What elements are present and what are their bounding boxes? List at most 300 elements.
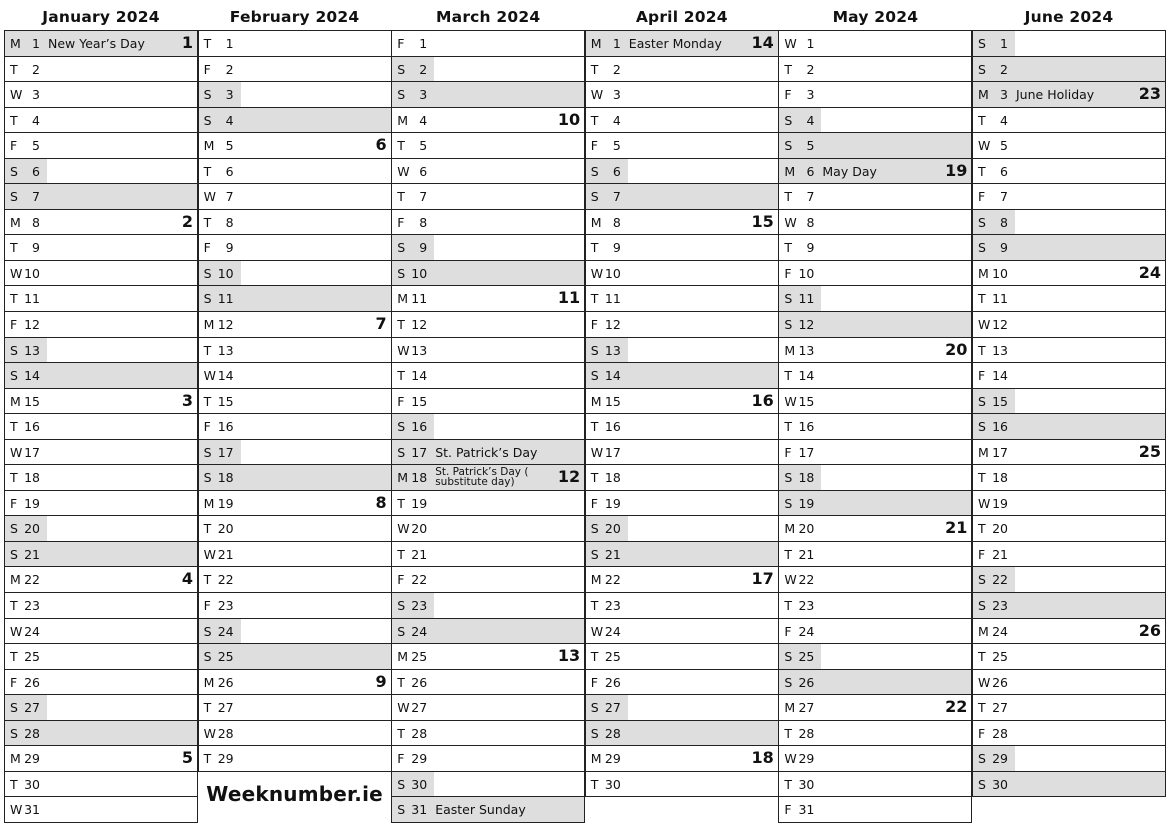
- weekday-letter: F: [978, 546, 986, 562]
- day-number: 10: [798, 265, 815, 281]
- day-number: 3: [806, 87, 815, 103]
- weekday-letter: W: [784, 572, 797, 588]
- weekday-letter: W: [590, 87, 604, 103]
- day-number: 27: [411, 700, 428, 716]
- day-number: 19: [604, 495, 621, 511]
- weekday-letter: S: [590, 189, 599, 205]
- weekday-letter: T: [978, 700, 986, 716]
- day-number: 25: [24, 649, 40, 665]
- week-number: 26: [1138, 620, 1161, 640]
- day-row: [198, 542, 392, 568]
- weekday-letter: M: [397, 112, 408, 128]
- weekday-letter: W: [978, 138, 991, 154]
- week-number: 19: [945, 160, 968, 180]
- day-row: [4, 108, 198, 134]
- weekday-letter: F: [784, 265, 792, 281]
- month-column: [778, 4, 972, 823]
- day-row: [4, 133, 198, 159]
- weekday-letter: F: [397, 572, 405, 588]
- day-row: [972, 159, 1166, 185]
- day-list: [585, 30, 779, 797]
- day-number: 11: [604, 291, 621, 307]
- day-row: [778, 338, 972, 364]
- weekday-letter: S: [978, 419, 986, 435]
- day-row: [778, 491, 972, 517]
- day-number: 17: [992, 444, 1008, 460]
- weekday-letter: M: [590, 393, 602, 409]
- day-row: [391, 414, 585, 440]
- weekday-letter: S: [397, 444, 406, 460]
- weekday-letter: W: [590, 444, 604, 460]
- week-number: 18: [751, 748, 774, 768]
- weekday-letter: T: [784, 776, 793, 792]
- day-row: [4, 312, 198, 338]
- day-row: [585, 542, 779, 568]
- weekday-letter: W: [10, 265, 23, 281]
- day-row: [778, 797, 972, 823]
- week-number: 22: [945, 697, 968, 717]
- week-number: 20: [945, 339, 968, 359]
- day-number: 27: [217, 700, 234, 716]
- day-number: 1: [419, 36, 428, 51]
- day-row: [4, 465, 198, 491]
- day-row: [391, 542, 585, 568]
- weekday-letter: W: [784, 393, 797, 409]
- day-number: 5: [225, 138, 234, 154]
- day-row: [585, 363, 779, 389]
- weekday-letter: S: [978, 776, 986, 792]
- weekday-letter: F: [784, 802, 792, 818]
- month-title: May 2024: [832, 8, 919, 26]
- day-row: [778, 619, 972, 645]
- day-number: 26: [217, 674, 234, 690]
- day-row: [198, 670, 392, 696]
- day-row: [778, 772, 972, 798]
- day-row: [198, 746, 392, 772]
- weekday-letter: T: [10, 419, 18, 435]
- day-row: [585, 82, 779, 108]
- weekday-letter: T: [784, 189, 793, 205]
- day-row: [778, 210, 972, 236]
- weekday-letter: T: [397, 317, 405, 333]
- weekday-letter: F: [397, 393, 405, 409]
- day-number: 7: [806, 189, 815, 205]
- day-row: [972, 695, 1166, 721]
- day-number: 20: [24, 521, 40, 537]
- weekday-letter: F: [203, 240, 211, 256]
- day-row: [972, 312, 1166, 338]
- week-number: 1: [181, 33, 193, 52]
- day-number: 15: [217, 393, 234, 409]
- day-number: 29: [798, 751, 815, 767]
- day-number: 22: [798, 572, 815, 588]
- day-row: [585, 389, 779, 415]
- day-number: 21: [411, 546, 428, 562]
- day-row: [198, 184, 392, 210]
- day-number: 14: [411, 368, 428, 384]
- day-row: [972, 210, 1166, 236]
- day-row: [198, 695, 392, 721]
- day-number: 25: [411, 649, 428, 665]
- weekday-letter: F: [397, 36, 405, 51]
- day-number: 17: [24, 444, 40, 460]
- day-number: 16: [798, 419, 815, 435]
- weekday-letter: M: [203, 317, 215, 333]
- weekday-letter: T: [978, 163, 986, 179]
- weekday-letter: M: [10, 36, 21, 51]
- day-row: [972, 57, 1166, 83]
- day-number: 7: [32, 189, 40, 205]
- week-number: 16: [751, 390, 774, 410]
- day-number: 26: [798, 674, 815, 690]
- day-number: 21: [604, 546, 621, 562]
- day-row: [4, 797, 198, 823]
- weekday-letter: T: [203, 700, 212, 716]
- month-title: April 2024: [635, 8, 728, 26]
- weekday-letter: T: [784, 546, 793, 562]
- half-year-calendar: [4, 4, 1166, 824]
- day-number: 16: [604, 419, 621, 435]
- day-row: [585, 567, 779, 593]
- day-number: 14: [798, 368, 815, 384]
- day-number: 3: [225, 87, 234, 103]
- day-row: [391, 312, 585, 338]
- day-row: [972, 82, 1166, 108]
- week-number: 13: [557, 646, 581, 666]
- weekday-letter: S: [10, 189, 18, 205]
- day-number: 12: [411, 317, 428, 333]
- day-row: [391, 440, 585, 466]
- day-number: 28: [24, 725, 40, 741]
- day-row: [778, 261, 972, 287]
- day-number: 18: [992, 470, 1008, 486]
- day-row: [585, 593, 779, 619]
- day-number: 29: [24, 751, 40, 767]
- day-number: 23: [604, 598, 621, 614]
- weekday-letter: W: [10, 444, 23, 460]
- week-number: 6: [375, 135, 387, 155]
- weekday-letter: M: [784, 342, 796, 358]
- weekday-letter: M: [590, 214, 602, 230]
- day-row: [585, 338, 779, 364]
- day-number: 1: [806, 36, 815, 51]
- day-number: 20: [411, 521, 428, 537]
- weekday-letter: M: [397, 291, 408, 307]
- day-number: 11: [217, 291, 234, 307]
- weekday-letter: W: [397, 700, 410, 716]
- day-number: 5: [32, 138, 40, 154]
- weekday-letter: S: [203, 112, 212, 128]
- weekday-letter: S: [784, 495, 793, 511]
- day-row: [4, 414, 198, 440]
- week-number: 2: [181, 211, 193, 231]
- day-number: 2: [1000, 61, 1008, 77]
- day-row: [391, 235, 585, 261]
- day-number: 6: [225, 163, 234, 179]
- day-row: [972, 772, 1166, 798]
- day-number: 3: [419, 87, 428, 103]
- day-number: 23: [798, 598, 815, 614]
- weekday-letter: M: [203, 674, 215, 690]
- month-title: March 2024: [436, 8, 541, 26]
- weekday-letter: W: [978, 674, 991, 690]
- weekday-letter: T: [203, 393, 212, 409]
- day-number: 31: [411, 802, 428, 818]
- weekday-letter: S: [978, 36, 986, 51]
- weekday-letter: T: [397, 674, 405, 690]
- weekday-letter: S: [203, 470, 212, 486]
- day-number: 8: [806, 214, 815, 230]
- weekday-letter: W: [10, 623, 23, 639]
- day-row: [972, 542, 1166, 568]
- weekday-letter: S: [978, 61, 986, 77]
- day-row: [585, 491, 779, 517]
- day-number: 10: [992, 265, 1008, 281]
- weekday-letter: T: [10, 240, 18, 256]
- weekday-letter: M: [590, 751, 602, 767]
- day-number: 24: [798, 623, 815, 639]
- weekday-letter: T: [10, 649, 18, 665]
- month-column: [972, 4, 1166, 797]
- weekday-letter: W: [590, 623, 604, 639]
- day-row: [585, 465, 779, 491]
- weekday-letter: M: [784, 163, 796, 179]
- weekday-letter: F: [397, 751, 405, 767]
- day-number: 3: [1000, 87, 1008, 103]
- weekday-letter: T: [590, 470, 599, 486]
- day-number: 5: [612, 138, 621, 154]
- day-list: [391, 30, 585, 823]
- day-number: 18: [24, 470, 40, 486]
- weekday-letter: S: [203, 444, 212, 460]
- day-number: 30: [411, 776, 428, 792]
- day-number: 31: [24, 802, 40, 818]
- day-row: [778, 108, 972, 134]
- day-row: [391, 31, 585, 57]
- day-number: 1: [612, 36, 621, 51]
- day-row: [972, 338, 1166, 364]
- day-row: [778, 286, 972, 312]
- weekday-letter: F: [590, 138, 598, 154]
- day-row: [585, 440, 779, 466]
- weekday-letter: F: [203, 419, 211, 435]
- day-number: 9: [419, 240, 428, 256]
- weekday-letter: S: [784, 317, 793, 333]
- day-list: [778, 30, 972, 823]
- weekday-letter: F: [203, 598, 211, 614]
- day-row: [778, 235, 972, 261]
- weekday-letter: T: [203, 214, 212, 230]
- day-row: [198, 31, 392, 57]
- day-row: [4, 567, 198, 593]
- day-row: [198, 235, 392, 261]
- day-row: [585, 619, 779, 645]
- day-number: 10: [604, 265, 621, 281]
- weekday-letter: S: [590, 700, 599, 716]
- day-row: [391, 695, 585, 721]
- weekday-letter: S: [397, 623, 406, 639]
- weekday-letter: W: [10, 87, 23, 103]
- weekday-letter: S: [397, 240, 406, 256]
- day-number: 22: [604, 572, 621, 588]
- weekday-letter: S: [203, 623, 212, 639]
- weekday-letter: S: [10, 342, 18, 358]
- day-number: 2: [32, 61, 40, 77]
- weekday-letter: T: [978, 112, 986, 128]
- day-row: [972, 721, 1166, 747]
- weekday-letter: M: [590, 572, 602, 588]
- day-row: [778, 312, 972, 338]
- weekday-letter: F: [10, 138, 18, 154]
- day-row: [198, 619, 392, 645]
- day-number: 6: [32, 163, 40, 179]
- weekday-letter: W: [203, 725, 216, 741]
- day-row: [972, 746, 1166, 772]
- month-title: February 2024: [229, 8, 360, 26]
- day-number: 3: [612, 87, 621, 103]
- day-row: [4, 440, 198, 466]
- day-number: 17: [604, 444, 621, 460]
- day-list: [972, 30, 1166, 797]
- day-row: [4, 31, 198, 57]
- weekday-letter: T: [10, 776, 18, 792]
- weekday-letter: T: [397, 138, 405, 154]
- weekday-letter: M: [784, 700, 796, 716]
- day-number: 1: [32, 36, 40, 51]
- day-number: 20: [604, 521, 621, 537]
- weekday-letter: S: [590, 163, 599, 179]
- day-number: 12: [24, 317, 40, 333]
- day-row: [198, 516, 392, 542]
- day-row: [972, 670, 1166, 696]
- day-number: 13: [798, 342, 815, 358]
- weekday-letter: W: [590, 265, 604, 281]
- weekday-letter: F: [590, 317, 598, 333]
- day-row: [4, 82, 198, 108]
- day-number: 28: [798, 725, 815, 741]
- weekday-letter: S: [203, 265, 212, 281]
- day-row: [391, 491, 585, 517]
- week-number: 23: [1138, 84, 1161, 104]
- weekday-letter: S: [784, 649, 793, 665]
- day-row: [198, 57, 392, 83]
- day-number: 13: [604, 342, 621, 358]
- day-row: [198, 567, 392, 593]
- day-number: 7: [225, 189, 234, 205]
- day-number: 12: [798, 317, 815, 333]
- weekday-letter: S: [784, 112, 793, 128]
- day-number: 27: [992, 700, 1008, 716]
- day-row: [972, 465, 1166, 491]
- day-row: [391, 286, 585, 312]
- day-number: 25: [217, 649, 234, 665]
- weekday-letter: F: [10, 495, 18, 511]
- day-number: 16: [992, 419, 1008, 435]
- weekday-letter: S: [397, 776, 406, 792]
- day-number: 13: [411, 342, 428, 358]
- site-brand[interactable]: Weeknumber.ie: [206, 782, 383, 806]
- weekday-letter: T: [590, 291, 599, 307]
- weekday-letter: T: [10, 291, 18, 307]
- month-column: [4, 4, 198, 823]
- day-row: [585, 286, 779, 312]
- weekday-letter: T: [10, 470, 18, 486]
- day-row: [391, 644, 585, 670]
- weekday-letter: W: [978, 495, 991, 511]
- day-row: [4, 389, 198, 415]
- day-number: 9: [32, 240, 40, 256]
- month-title: January 2024: [42, 8, 160, 26]
- day-row: [198, 491, 392, 517]
- day-number: 30: [24, 776, 40, 792]
- day-row: [972, 414, 1166, 440]
- day-number: 21: [24, 546, 40, 562]
- day-row: [585, 108, 779, 134]
- weekday-letter: T: [978, 521, 986, 537]
- day-row: [391, 159, 585, 185]
- day-number: 15: [992, 393, 1008, 409]
- weekday-letter: M: [10, 572, 21, 588]
- day-number: 17: [217, 444, 234, 460]
- day-number: 27: [24, 700, 40, 716]
- day-number: 31: [798, 802, 815, 818]
- weekday-letter: W: [784, 751, 797, 767]
- weekday-letter: T: [978, 649, 986, 665]
- day-row: [198, 389, 392, 415]
- weekday-letter: F: [590, 495, 598, 511]
- day-row: [778, 593, 972, 619]
- weekday-letter: M: [784, 521, 796, 537]
- day-number: 7: [612, 189, 621, 205]
- day-row: [585, 261, 779, 287]
- weekday-letter: S: [978, 393, 986, 409]
- day-number: 26: [992, 674, 1008, 690]
- day-number: 19: [992, 495, 1008, 511]
- day-row: [4, 644, 198, 670]
- weekday-letter: T: [590, 61, 599, 77]
- day-number: 30: [604, 776, 621, 792]
- day-row: [391, 210, 585, 236]
- week-number: 10: [557, 109, 581, 129]
- day-number: 28: [992, 725, 1008, 741]
- day-number: 5: [1000, 138, 1008, 154]
- weekday-letter: T: [10, 598, 18, 614]
- weekday-letter: W: [978, 317, 991, 333]
- day-row: [391, 593, 585, 619]
- day-number: 17: [798, 444, 815, 460]
- day-row: [972, 261, 1166, 287]
- day-row: [778, 567, 972, 593]
- weekday-letter: M: [10, 751, 21, 767]
- weekday-letter: F: [978, 189, 986, 205]
- weekday-letter: S: [203, 291, 212, 307]
- weekday-letter: S: [590, 342, 599, 358]
- day-row: [4, 516, 198, 542]
- day-row: [972, 184, 1166, 210]
- day-number: 8: [225, 214, 234, 230]
- weekday-letter: S: [10, 521, 18, 537]
- weekday-letter: W: [397, 342, 410, 358]
- day-number: 20: [992, 521, 1008, 537]
- month-column: [391, 4, 585, 823]
- day-row: [585, 644, 779, 670]
- weekday-letter: T: [10, 61, 18, 77]
- weekday-letter: T: [784, 368, 793, 384]
- day-row: [198, 82, 392, 108]
- day-number: 23: [992, 598, 1008, 614]
- day-row: [778, 82, 972, 108]
- day-row: [391, 619, 585, 645]
